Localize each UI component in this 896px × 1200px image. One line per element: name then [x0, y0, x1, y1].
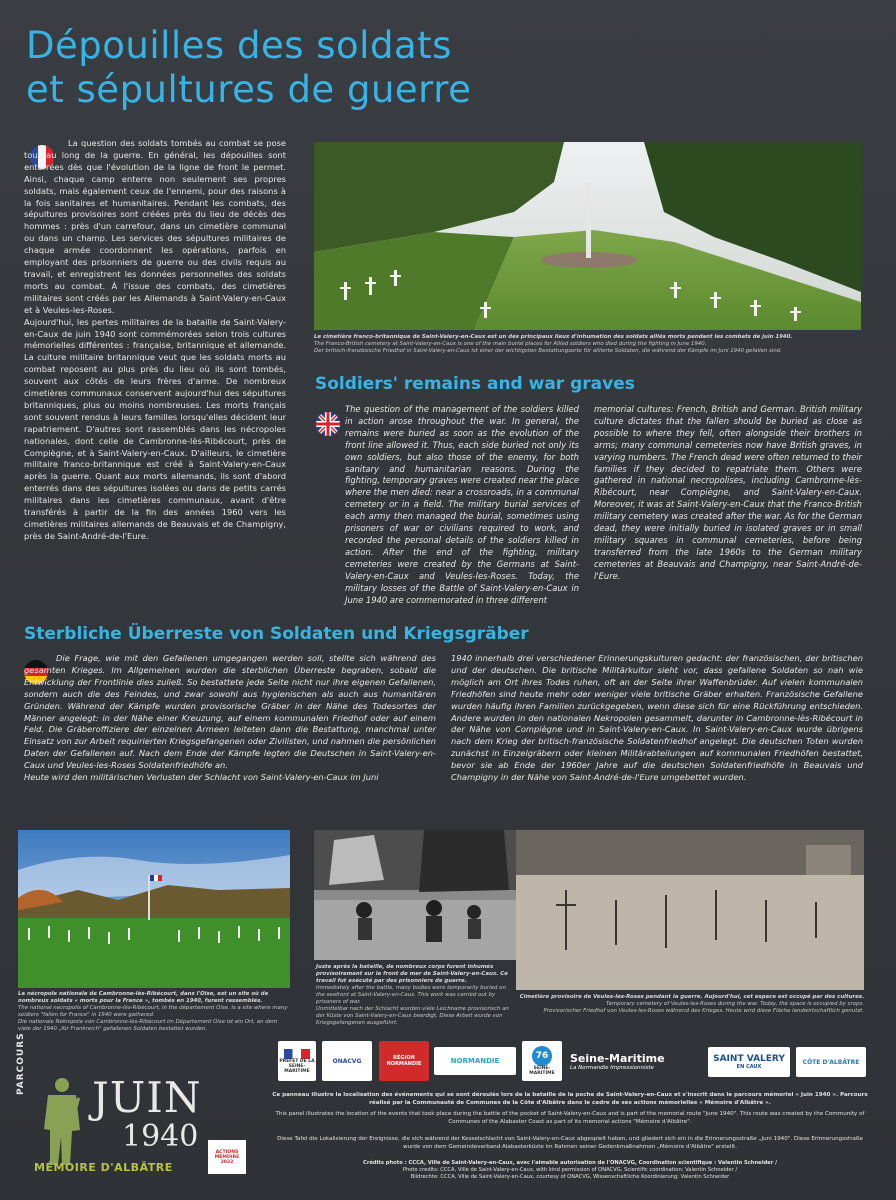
- dept-76-label: SEINE-MARITIME: [529, 1066, 555, 1076]
- brand-memoire: MÉMOIRE D'ALBÂTRE: [34, 1161, 173, 1174]
- left-photo-caption-de: Die nationale Nekropole von Cambronne-lès-Ribécourt im Département Oise ist ein Ort, an dem viele der 1940 „für Frankreich" gefallenen Soldaten bestattet wurden.: [18, 1019, 278, 1032]
- credits-de: Bildrechte: CCCA, Ville de Saint-Valery-en-Caux, courtesy of ONACVG, Wissenschaftliche Koordinierung: Valentin Schneider: [410, 1174, 730, 1180]
- seafront-burials-photo: [314, 830, 516, 960]
- right-photo-caption-en: Temporary cemetery of Veules-les-Roses during the war. Today, the space is occupied by crops.: [605, 1001, 864, 1007]
- saint-valery-logo-text: SAINT VALERY: [713, 1054, 785, 1064]
- franco-british-cemetery-photo: [314, 142, 861, 330]
- veules-temporary-cemetery-photo: [516, 830, 864, 990]
- footer-credits: [270, 1160, 870, 1181]
- english-column-1: The question of the management of the soldiers killed in action arose throughout the war. In general, the remains were buried as soon as the evolution of the front line allowed it. Thus, each side buried not only its own soldiers, but also those of the enemy, for both sanitary and humanitarian reasons. During the fighting, temporary graves were created near the place where the men died: near a crossroads, in a communal cemetery or in a field. The military burial services of each army then managed the burial, sometimes using prisoners of war or civilians required to work, and recorded the personal details of the soldiers killed in action. After the end of the fighting, military cemeteries were created by the Germans at Saint-Valery-en-Caux and Veules-les-Roses. Today, the military losses of the Battle of Saint-Valery-en-Caux in June 1940 are commemorated in three different: [345, 404, 579, 605]
- top-photo-caption: [314, 334, 861, 355]
- juin-1940-brand: [16, 1032, 258, 1185]
- prefet-logo: [278, 1041, 316, 1081]
- saint-valery-logo-sub: EN CAUX: [736, 1064, 762, 1070]
- seine-maritime-logo-text: Seine-Maritime: [570, 1052, 665, 1065]
- middle-photo-caption: [316, 964, 516, 1027]
- saint-valery-logo: [708, 1047, 790, 1077]
- region-normandie-logo: RÉGION NORMANDIE: [379, 1041, 429, 1081]
- right-photo-caption: [516, 994, 864, 1015]
- left-photo-caption-en: The national necropolis of Cambronne-lès-Ribécourt, in the département Oise, is a site where many soldiers "fallen for France" in 1940 were gathered.: [18, 1005, 288, 1018]
- brand-juin: JUIN: [92, 1073, 202, 1122]
- top-photo-caption-fr: Le cimetière franco-britannique de Saint-Valery-en-Caux est un des principaux lieux d'inhumation des soldats alliés morts pendant les combats de juin 1940.: [314, 334, 793, 340]
- german-column-1: [24, 653, 436, 784]
- seine-maritime-76-logo: [522, 1041, 562, 1081]
- normandie-tourisme-logo: NORMANDIE: [434, 1047, 516, 1075]
- seine-maritime-logo: [570, 1052, 702, 1080]
- french-paragraph-2: Aujourd'hui, les pertes militaires de la bataille de Saint-Valery-en-Caux de juin 1940 sont commémorées selon trois cultures mémorielles différentes : française, britannique et allemande. La culture militaire britannique veut que les soldats morts au combat reposent au plus près du lieu où ils sont tombés, souvent aux côtés de leurs frères d'arme. De nombreux cimetières communaux conservent aujourd'hui des sépultures britanniques, plus ou moins nombreuses. Les morts français sont souvent rendus à leurs familles lorsqu'elles décident leur rapatriement. D'autres sont rassemblés dans les nécropoles nationales, dont celle de Cambronne-lès-Ribécourt, près de Compiègne, et à Saint-Valery-en-Caux. D'ailleurs, le cimetière militaire franco-britannique est créé à Saint-Valery-en-Caux après la guerre. Quant aux morts allemands, ils sont d'abord enterrés dans des sépultures isolées ou dans de petits carrés militaires dans les cimetières communaux, avant d'être transférés à partir de la fin des années 1960 vers les cimetières militaires allemands de Beauvais et de Champigny, près de Saint-André-de-l'Eure.: [24, 316, 286, 541]
- top-photo-caption-de: Der britisch-französische Friedhof in Saint-Valery-en-Caux ist einer der wichtigsten Bestattungsorte für alliierte Soldaten, die während der Kämpfe im Juni 1940 gefallen sind.: [314, 348, 782, 354]
- footer-french: Ce panneau illustre la localisation des événements qui se sont déroulés lors de la bataille de la poche de Saint-Valery-en-Caux et s'inscrit dans le parcours mémoriel « Juin 1940 ». Parcours réalisé par la Communauté de Communes de la Côte d'Albâtre dans le cadre de ses actions mémorielles « Mémoire d'Albâtre ».: [272, 1092, 868, 1106]
- english-heading: Soldiers' remains and war graves: [315, 374, 635, 394]
- german-column-1-end: Heute wird den militärischen Verlusten der Schlacht von Saint-Valery-en-Caux im Juni: [24, 772, 379, 783]
- footer-english: This panel illustrates the location of the events that took place during the battle of the pocket of Saint-Valery-en-Caux and is part of the memorial route "June 1940". This route was created by the Community of Communes of the Alabaster Coast as part of its memorial actions "Mémoire d'Albâtre".: [275, 1111, 865, 1125]
- uk-flag-icon: [316, 412, 340, 436]
- credits-fr: Crédits photo : CCCA, Ville de Saint-Valery-en-Caux, avec l'aimable autorisation de l'ONACVG, Coordination scientifique : Valentin Schneider /: [363, 1160, 777, 1166]
- panel-title: [26, 24, 586, 112]
- right-photo-caption-de: Provisorischer Friedhof von Veules-les-Roses während des Krieges. Heute wird diese Fläche landwirtschaftlich genutzt.: [543, 1008, 864, 1014]
- dept-76-badge: 76: [532, 1046, 552, 1066]
- soldier-silhouette-icon: [32, 1075, 92, 1167]
- seine-maritime-logo-sub: La Normandie Impressionniste: [570, 1065, 654, 1071]
- brand-parcours: PARCOURS: [16, 1032, 26, 1095]
- prefet-logo-text: PRÉFET DE LA SEINE-MARITIME: [279, 1058, 315, 1074]
- top-photo-caption-en: The Franco-British cemetery at Saint-Valery-en-Caux is one of the main burial places for Allied soldiers who died during the fighting in June 1940.: [314, 341, 707, 347]
- german-heading: Sterbliche Überreste von Soldaten und Kriegsgräber: [24, 624, 529, 644]
- middle-photo-caption-fr: Juste après la bataille, de nombreux corps furent inhumés provisoirement sur le front de mer de Saint-Valery-en-Caux. Ce travail fut exécuté par des prisonniers de guerre.: [316, 964, 508, 984]
- middle-photo-caption-de: Unmittelbar nach der Schlacht wurden viele Leichname provisorisch an der Küste von Saint-Valery-en-Caux beerdigt. Diese Arbeit wurde von Kriegsgefangenen ausgeführt.: [316, 1006, 509, 1026]
- french-text: [24, 138, 286, 543]
- english-column-2: memorial cultures: French, British and German. British military culture dictates that the fallen should be buried as close as possible to where they fell, often alongside their brothers in arms; many communal cemeteries now have British graves, in varying numbers. The French dead were often returned to their families if they decided to repatriate them. Others were gathered in national necropolises, including Cambronne-lès-Ribécourt, near Compiègne, and Saint-Valery-en-Caux. Moreover, it was at Saint-Valery-en-Caux that the Franco-British military cemetery was created after the war. As for the German dead, they were initially buried in isolated graves or in small military squares in communal cemeteries, before being transferred from the late 1960s to the German military cemeteries at Beauvais and Champigny, near Saint-André-de-l'Eure.: [594, 404, 862, 581]
- german-column-2: 1940 innerhalb drei verschiedener Erinnerungskulturen gedacht: der französischen, der britischen und der deutschen. Die britische Militärkultur sieht vor, dass gefallene Soldaten so nah wie möglich am Ort ihres Todes ruhen, oft an der Seite ihrer Waffenbrüder. Auf vielen kommunalen Friedhöfen sind heute mehr oder weniger viele britische Gräber erhalten. Französische Gefallene wurden häufig ihren Familien zurückgegeben, wenn diese sich für eine Rückführung entschieden. Andere wurden in den nationalen Nekropolen gesammelt, darunter in Cambronne-lès-Ribécourt in der Nähe von Compiègne und in Saint-Valery-en-Caux. In Saint-Valery-en-Caux wurde übrigens nach dem Krieg der britisch-französische Soldatenfriedhof angelegt. Die deutschen Toten wurden zunächst in Einzelgräbern oder kleinen Militärabteilungen auf kommunalen Friedhöfen bestattet, bevor sie ab Ende der 1960er Jahre auf die deutschen Soldatenfriedhöfe in Beauvais und Champigny in der Nähe von Saint-André-de-l'Eure umgebettet wurden.: [451, 653, 863, 783]
- title-line-2: et sépultures de guerre: [26, 68, 472, 111]
- french-paragraph-1: La question des soldats tombés au combat se pose tout au long de la guerre. En général, les dépouilles sont enterrées dès que l'évolution de la ligne de front le permet. Ainsi, chaque camp enterre non seulement ses propres soldats, mais également ceux de l'ennemi, pour des raisons à la fois sanitaires et humanitaires. Pendant les combats, des sépultures provisoires sont créées près du lieu de décès des hommes : près d'un carrefour, dans un cimetière communal ou dans un champ. Les services des sépultures militaires de chaque armée coordonnent les opérations, parfois en employant des prisonniers de guerre ou des civils requis au travail, et enregistrent les données personnelles des soldats morts au combat. À l'issue des combats, des cimetières militaires sont créés par les Allemands à Saint-Valery-en-Caux et à Veules-les-Roses.: [24, 138, 286, 315]
- left-photo-caption: [18, 991, 290, 1033]
- onacvg-logo: ONACVG: [322, 1041, 372, 1081]
- title-line-1: Dépouilles des soldats: [26, 24, 452, 67]
- cambronne-necropolis-photo: [18, 830, 290, 988]
- left-photo-caption-fr: La nécropole nationale de Cambronne-lès-Ribécourt, dans l'Oise, est un site où de nombreux soldats « morts pour la France », tombés en 1940, furent rassemblés.: [18, 991, 269, 1004]
- german-column-1-text: Die Frage, wie mit den Gefallenen umgegangen werden soll, stellte sich während des gesamten Krieges. Im Allgemeinen wurden die sterblichen Überreste begraben, sobald die Entwicklung der Frontlinie dies zuließ. So bestattete jede Seite nicht nur ihre eigenen Gefallenen, sondern auch die des Feindes, und zwar sowohl aus hygienischen als auch aus humanitären Gründen. Während der Kämpfe wurden provisorische Gräber in der Nähe des Todesortes der Männer angelegt: in der Nähe einer Kreuzung, auf einem kommunalen Friedhof oder auf einem Feld. Die Gräberoffiziere der einzelnen Armeen leiteten dann die Bestattung, manchmal unter Einsatz von zur Arbeit requirierten Kriegsgefangenen oder Zivilisten, und nahmen die persönlichen Daten der Gefallenen auf. Nach dem Ende der Kämpfe legten die Deutschen in Saint-Valery-en-Caux und Veules-les-Roses Soldatenfriedhöfe an.: [24, 653, 436, 771]
- right-photo-caption-fr: Cimetière provisoire de Veules-les-Roses pendant la guerre. Aujourd'hui, cet espace est occupé par des cultures.: [519, 994, 864, 1000]
- credits-en: Photo credits: CCCA, Ville de Saint-Valery-en-Caux, with kind permission of ONACVG, Scientific coordination: Valentin Schneider /: [402, 1167, 738, 1173]
- cote-albatre-logo: CÔTE D'ALBÂTRE: [796, 1047, 866, 1077]
- brand-year: 1940: [122, 1119, 199, 1154]
- actions-memoire-badge: ACTIONS MÉMOIRE 2022: [208, 1140, 246, 1174]
- middle-photo-caption-en: Immediately after the battle, many bodies were temporarily buried on the seafront at Saint-Valery-en-Caux. This work was carried out by prisoners of war.: [316, 985, 506, 1005]
- footer-german: Diese Tafel die Lokalisierung der Ereignisse, die sich während der Kesselschlacht von Saint-Valery-en-Caux abgespielt haben, und gliedert sich ein in die Erinnerungsstraße „Juni 1940". Diese Erinnerungsstraße wurde von dem Gemeindeverband Alabasterküste im Rahmen seiner Gedenkmaßnahmen „Mémoire d'Albâtre" erstellt.: [277, 1136, 863, 1150]
